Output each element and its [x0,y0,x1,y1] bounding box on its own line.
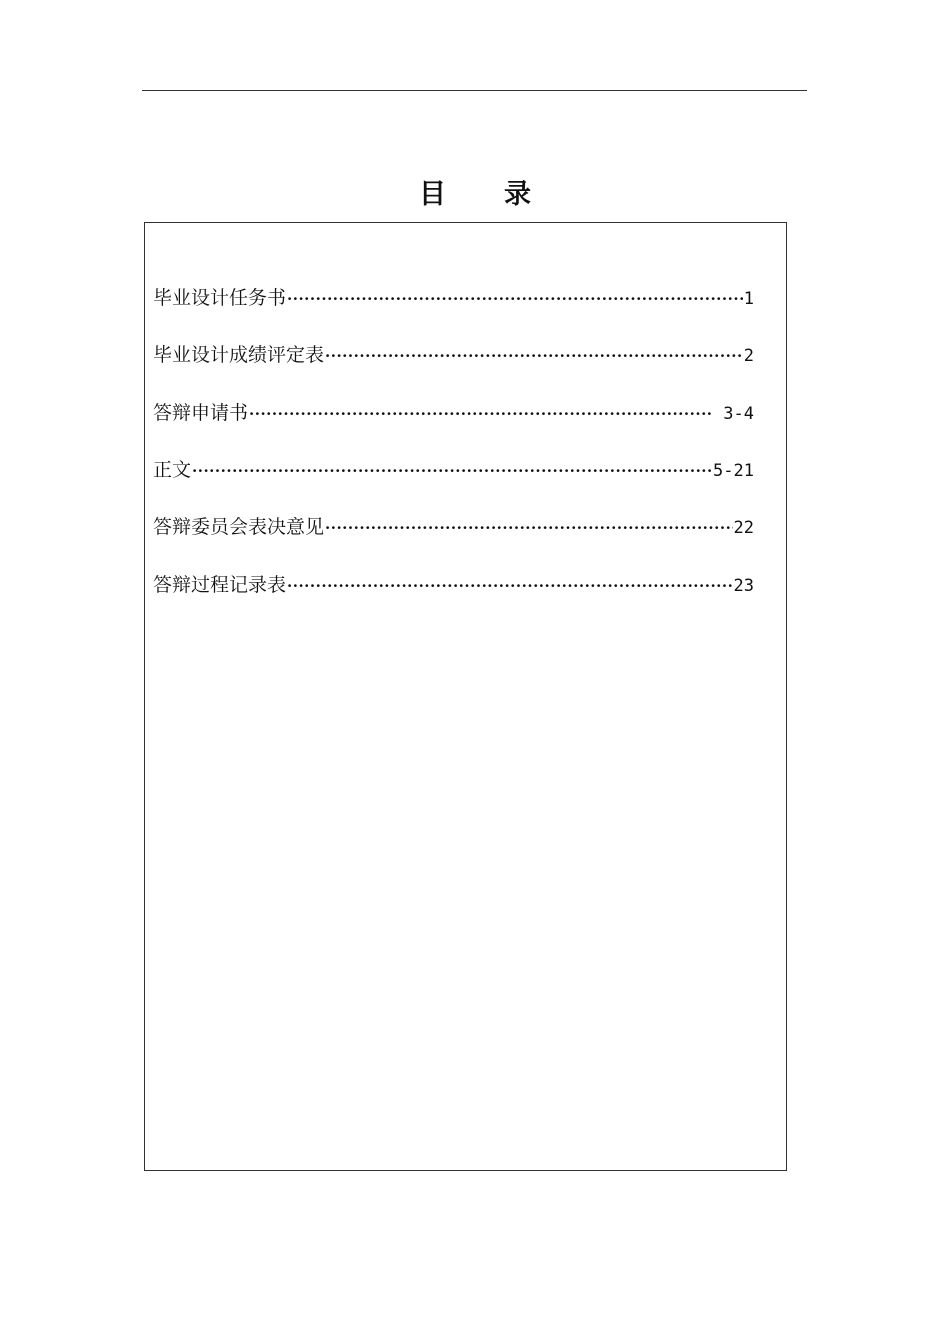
toc-dot-leader [249,400,711,428]
table-of-contents [144,222,787,1171]
toc-entry[interactable] [153,399,754,427]
toc-entry-page: 5-21 [713,461,754,481]
toc-dot-leader [325,342,743,370]
header-rule [142,90,807,91]
toc-entry-label: 答辩申请书 [153,402,249,424]
toc-entry-label: 正文 [153,459,192,481]
toc-entry-label: 毕业设计任务书 [153,287,287,309]
toc-entry-label: 答辩过程记录表 [153,574,287,596]
toc-entry-page: 2 [743,346,754,366]
toc-entry[interactable] [153,571,754,599]
toc-dot-leader [287,285,743,313]
toc-entry[interactable] [153,513,754,541]
toc-entry[interactable] [153,456,754,484]
toc-entry[interactable] [153,341,754,369]
page-title [0,172,950,211]
toc-dot-leader [192,457,712,485]
toc-entry-label: 答辩委员会表决意见 [153,516,325,538]
toc-entry-page: 22 [733,518,754,538]
toc-dot-leader [287,572,733,600]
page-title-char-2: 录 [504,179,531,210]
toc-entry-page: 1 [743,289,754,309]
toc-dot-leader [325,514,733,542]
toc-entry-label: 毕业设计成绩评定表 [153,344,325,366]
toc-entry-page: 23 [733,576,754,596]
toc-entry-page: 3-4 [723,404,754,424]
toc-entry[interactable] [153,284,754,312]
page-title-char-1: 目 [419,179,446,210]
